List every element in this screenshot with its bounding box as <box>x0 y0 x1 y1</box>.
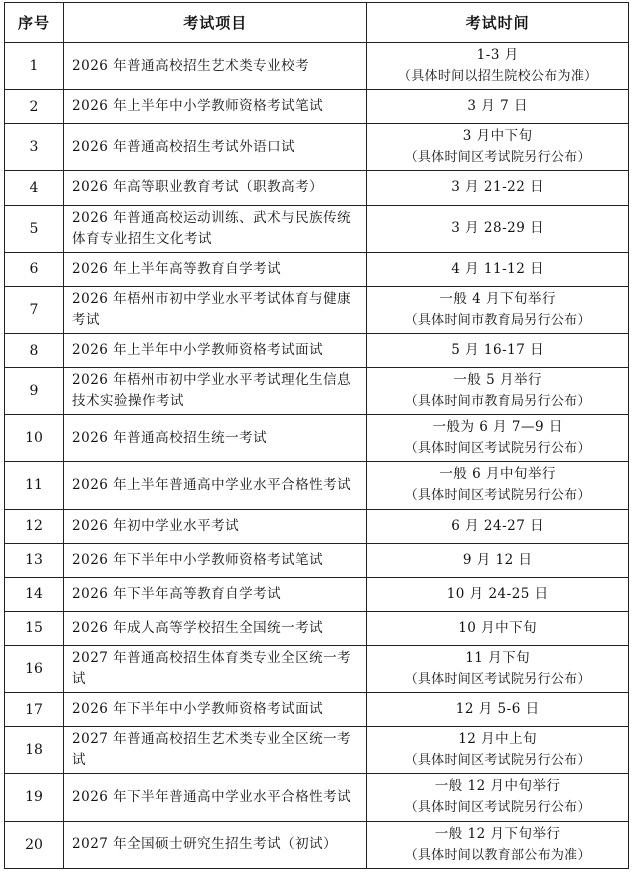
table-row <box>5 611 629 645</box>
row-exam-item: 2026 年普通高校招生考试外语口试 <box>64 124 367 171</box>
exam-time-note: （具体时间区考试院另行公布） <box>404 800 591 816</box>
exam-time-text: 6 月 24-27 日 <box>451 517 545 534</box>
row-exam-item: 2026 年梧州市初中学业水平考试体育与健康考试 <box>64 286 367 333</box>
row-exam-item: 2026 年普通高校招生统一考试 <box>64 415 367 462</box>
row-exam-time <box>367 693 629 727</box>
exam-time-text: 3 月 7 日 <box>467 98 528 115</box>
exam-time-text: 10 月中下旬 <box>458 619 538 636</box>
row-exam-time <box>367 368 629 415</box>
table-row <box>5 727 629 774</box>
exam-time-note: （具体时间市教育局另行公布） <box>404 312 591 328</box>
exam-time-text: 一般 6 月中旬举行 <box>439 466 557 483</box>
exam-time-text: 4 月 11-12 日 <box>451 260 545 277</box>
row-exam-item: 2026 年下半年普通高中学业水平合格性考试 <box>64 774 367 821</box>
table-row <box>5 171 629 205</box>
row-seq: 11 <box>5 462 64 509</box>
row-exam-item: 2026 年上半年普通高中学业水平合格性考试 <box>64 462 367 509</box>
exam-time-text: 3 月 28-29 日 <box>451 220 545 237</box>
row-seq: 20 <box>5 821 64 868</box>
row-exam-time <box>367 171 629 205</box>
exam-time-text: 一般 12 月下旬举行 <box>434 825 561 842</box>
row-seq: 12 <box>5 509 64 543</box>
exam-time-text: 一般 12 月中旬举行 <box>434 778 561 795</box>
row-seq: 19 <box>5 774 64 821</box>
row-exam-item: 2026 年普通高校运动训练、武术与民族传统体育专业招生文化考试 <box>64 205 367 252</box>
exam-time-text: 5 月 16-17 日 <box>451 342 545 358</box>
exam-time-note: （具体时间区考试院另行公布） <box>404 488 591 504</box>
table-row <box>5 462 629 509</box>
row-seq: 8 <box>5 333 64 367</box>
table-row <box>5 577 629 611</box>
row-exam-item: 2027 年普通高校招生艺术类专业全区统一考试 <box>64 727 367 774</box>
exam-time-note: （具体时间区考试院另行公布） <box>404 672 591 688</box>
row-seq: 18 <box>5 727 64 774</box>
row-seq: 3 <box>5 124 64 171</box>
row-exam-time <box>367 415 629 462</box>
row-exam-time <box>367 333 629 367</box>
row-exam-time <box>367 727 629 774</box>
table-row <box>5 821 629 868</box>
row-seq: 6 <box>5 252 64 286</box>
exam-time-text: 3 月 21-22 日 <box>451 179 545 196</box>
row-exam-item: 2026 年初中学业水平考试 <box>64 509 367 543</box>
exam-time-note: （具体时间以招生院校公布为准） <box>397 69 598 85</box>
row-exam-item: 2026 年上半年高等教育自学考试 <box>64 252 367 286</box>
exam-time-note: （具体时间市教育局另行公布） <box>404 394 591 410</box>
row-exam-time <box>367 462 629 509</box>
row-exam-item: 2026 年下半年高等教育自学考试 <box>64 577 367 611</box>
row-exam-item: 2026 年上半年中小学教师资格考试笔试 <box>64 90 367 124</box>
row-exam-time <box>367 124 629 171</box>
exam-time-text: 12 月中上旬 <box>458 731 538 748</box>
row-seq: 4 <box>5 171 64 205</box>
exam-time-text: 一般为 6 月 7—9 日 <box>432 419 563 436</box>
row-exam-item: 2026 年成人高等学校招生全国统一考试 <box>64 611 367 645</box>
row-exam-item: 2026 年高等职业教育考试（职教高考） <box>64 171 367 205</box>
header-item: 考试项目 <box>64 3 367 43</box>
row-exam-time <box>367 543 629 577</box>
table-row <box>5 252 629 286</box>
row-seq: 17 <box>5 693 64 727</box>
header-seq: 序号 <box>5 3 64 43</box>
table-row <box>5 415 629 462</box>
row-exam-time <box>367 90 629 124</box>
table-row <box>5 645 629 692</box>
exam-time-note: （具体时间以教育部公布为准） <box>404 847 591 863</box>
row-seq: 10 <box>5 415 64 462</box>
row-exam-item: 2026 年普通高校招生艺术类专业校考 <box>64 43 367 90</box>
row-exam-item: 2026 年上半年中小学教师资格考试面试 <box>64 333 367 367</box>
row-exam-time <box>367 821 629 868</box>
exam-time-text: 1-3 月 <box>476 47 519 64</box>
table-row <box>5 774 629 821</box>
table-row <box>5 693 629 727</box>
exam-time-note: （具体时间区考试院另行公布） <box>404 441 591 457</box>
table-row <box>5 205 629 252</box>
row-exam-time <box>367 43 629 90</box>
table-row <box>5 509 629 543</box>
row-exam-time <box>367 611 629 645</box>
row-seq: 1 <box>5 43 64 90</box>
header-time: 考试时间 <box>367 3 629 43</box>
table-row <box>5 333 629 367</box>
row-seq: 16 <box>5 645 64 692</box>
row-exam-item: 2026 年下半年中小学教师资格考试面试 <box>64 693 367 727</box>
row-exam-time <box>367 509 629 543</box>
row-exam-time <box>367 286 629 333</box>
row-exam-item: 2026 年下半年中小学教师资格考试笔试 <box>64 543 367 577</box>
exam-time-text: 11 月下旬 <box>465 650 531 667</box>
row-seq: 15 <box>5 611 64 645</box>
row-exam-item: 2027 年普通高校招生体育类专业全区统一考试 <box>64 645 367 692</box>
table-header-row <box>5 3 629 43</box>
exam-time-text: 一般 5 月举行 <box>453 372 543 389</box>
table-row <box>5 286 629 333</box>
row-exam-time <box>367 645 629 692</box>
row-exam-time <box>367 252 629 286</box>
row-seq: 14 <box>5 577 64 611</box>
exam-time-text: 9 月 12 日 <box>462 551 533 568</box>
table-row <box>5 124 629 171</box>
row-exam-item: 2027 年全国硕士研究生招生考试（初试） <box>64 821 367 868</box>
table-row <box>5 543 629 577</box>
row-seq: 2 <box>5 90 64 124</box>
row-seq: 9 <box>5 368 64 415</box>
exam-schedule-table <box>4 2 629 869</box>
exam-time-text: 10 月 24-25 日 <box>446 585 549 602</box>
row-exam-item: 2026 年梧州市初中学业水平考试理化生信息技术实验操作考试 <box>64 368 367 415</box>
row-seq: 13 <box>5 543 64 577</box>
table-row <box>5 43 629 90</box>
row-exam-time <box>367 205 629 252</box>
exam-time-text: 一般 4 月下旬举行 <box>439 290 557 307</box>
row-seq: 5 <box>5 205 64 252</box>
exam-time-text: 12 月 5-6 日 <box>455 701 540 718</box>
exam-time-note: （具体时间区考试院另行公布） <box>404 753 591 769</box>
exam-time-note: （具体时间区考试院另行公布） <box>404 150 591 166</box>
row-exam-time <box>367 577 629 611</box>
table-row <box>5 368 629 415</box>
row-seq: 7 <box>5 286 64 333</box>
table-row <box>5 90 629 124</box>
exam-time-text: 3 月中下旬 <box>462 128 533 145</box>
row-exam-time <box>367 774 629 821</box>
